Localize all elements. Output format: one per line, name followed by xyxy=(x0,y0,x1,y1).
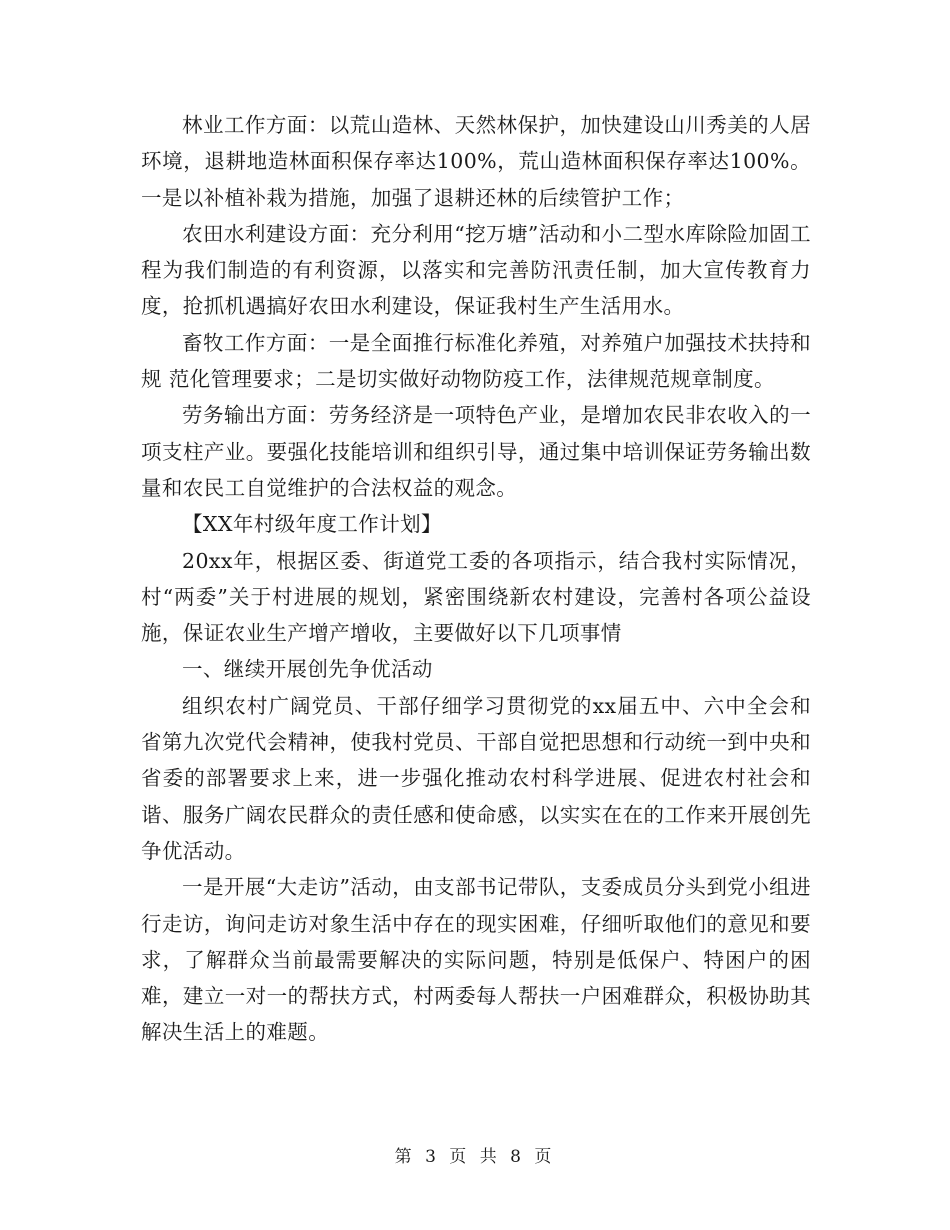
paragraph-irrigation: 农田水利建设方面：充分利用“挖万塘”活动和小二型水库除险加固工程为我们制造的有利资源，以落实和完善防汛责任制，加大宣传教育力度，抢抓机遇搞好农田水利建设，保证我村生产生活用水。 xyxy=(141,221,811,319)
paragraph-forestry: 林业工作方面：以荒山造林、天然林保护，加快建设山川秀美的人居环境，退耕地造林面积保存率达100%，荒山造林面积保存率达100%。一是以补植补栽为措施，加强了退耕还林的后续管护工作； xyxy=(141,113,812,210)
paragraph-livestock: 畜牧工作方面：一是全面推行标准化养殖，对养殖户加强技术扶持和规 范化管理要求；二是切实做好动物防疫工作，法律规范规章制度。 xyxy=(141,330,811,392)
heading-item-one: 一、继续开展创先争优活动 xyxy=(182,657,433,682)
page-number-footer: 第 3 页 共 8 页 xyxy=(394,1147,556,1167)
paragraph-plan-intro: 20xx年，根据区委、街道党工委的各项指示，结合我村实际情况，村“两委”关于村进展的规划，紧密围绕新农村建设，完善村各项公益设施，保证农业生产增产增收，主要做好以下几项事情 xyxy=(141,548,811,646)
document-body xyxy=(141,107,811,1051)
paragraph-study: 组织农村广阔党员、干部仔细学习贯彻党的xx届五中、六中全会和省第九次党代会精神，使我村党员、干部自觉把思想和行动统一到中央和省委的部署要求上来，进一步强化推动农村科学进展、促进农村社会和谐、服务广阔农民群众的责任感和使命感，以实实在在的工作来开展创先争优活动。 xyxy=(141,693,811,863)
paragraph-visits: 一是开展“大走访”活动，由支部书记带队，支委成员分头到党小组进行走访，询问走访对象生活中存在的现实困难，仔细听取他们的意见和要求，了解群众当前最需要解决的实际问题，特别是低保户、特困户的困难，建立一对一的帮扶方式，村两委每人帮扶一户困难群众，积极协助其解决生活上的难题。 xyxy=(141,875,811,1045)
paragraph-labor-export: 劳务输出方面：劳务经济是一项特色产业，是增加农民非农收入的一项支柱产业。要强化技能培训和组织引导，通过集中培训保证劳务输出数量和农民工自觉维护的合法权益的观念。 xyxy=(141,403,811,500)
section-title-annual-plan: 【XX年村级年度工作计划】 xyxy=(182,512,442,537)
